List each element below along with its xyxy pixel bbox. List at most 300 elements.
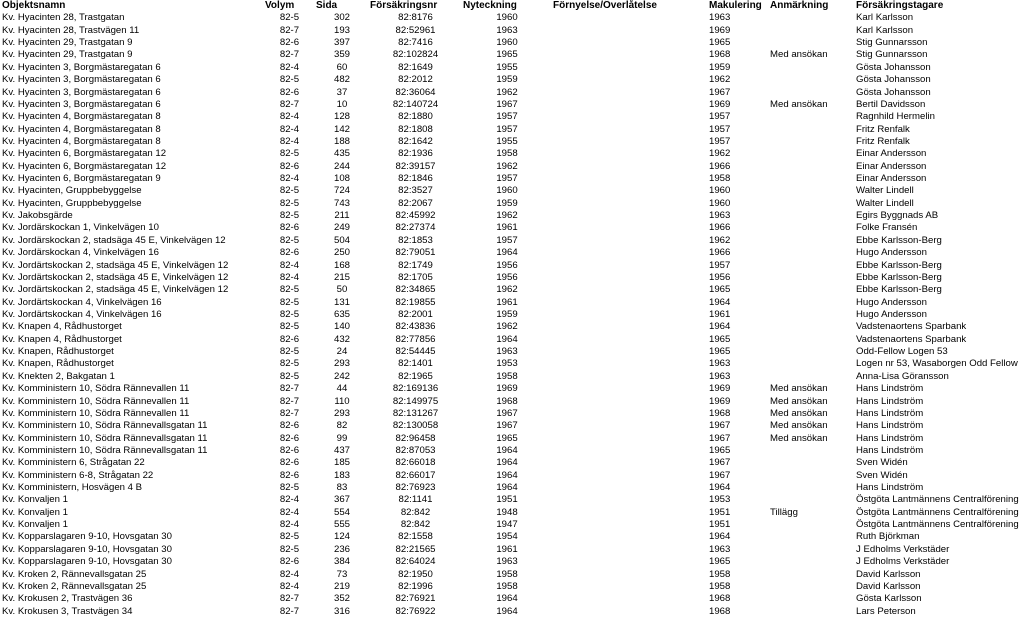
- cell-sida: 359: [333, 49, 350, 61]
- cell-volym: 82-4: [279, 111, 300, 123]
- cell-nyteckning: 1961: [496, 296, 518, 308]
- cell-nyteckning: 1963: [496, 556, 518, 568]
- cell-objektsnamn: Kv. Jordärtskockan 4, Vinkelvägen 16: [2, 308, 162, 320]
- cell-forsakringstagare: Folke Fransén: [856, 222, 918, 234]
- cell-objektsnamn: Kv. Hyacinten 28, Trastvägen 11: [2, 24, 140, 36]
- cell-makulering: 1968: [709, 605, 731, 617]
- cell-fornyelse: [551, 606, 707, 618]
- cell-fornyelse: [551, 74, 707, 86]
- cell-makulering: 1963: [709, 370, 731, 382]
- table-row: [0, 396, 960, 408]
- cell-fornyelse: [551, 334, 707, 346]
- cell-makulering: 1957: [709, 135, 731, 147]
- cell-nyteckning: 1967: [496, 98, 518, 110]
- cell-nyteckning: 1958: [496, 580, 518, 592]
- cell-sida: 37: [336, 86, 348, 98]
- cell-objektsnamn: Kv. Komministern 10, Södra Rännevallsgatan 11: [2, 444, 208, 456]
- cell-anmarkning: [768, 62, 854, 74]
- table-row: [0, 37, 960, 49]
- cell-objektsnamn: Kv. Hyacinten 6, Borgmästaregatan 12: [2, 160, 167, 172]
- cell-makulering: 1958: [709, 173, 731, 185]
- cell-objektsnamn: Kv. Hyacinten 3, Borgmästaregatan 6: [2, 98, 161, 110]
- cell-forsakringsnr: 82:54445: [395, 346, 436, 358]
- cell-sida: 211: [334, 210, 350, 222]
- cell-anmarkning: Med ansökan: [770, 98, 828, 110]
- cell-objektsnamn: Kv. Hyacinten 4, Borgmästaregatan 8: [2, 111, 161, 123]
- cell-sida: 352: [333, 593, 350, 605]
- cell-fornyelse: [551, 173, 707, 185]
- cell-nyteckning: 1958: [496, 370, 518, 382]
- cell-objektsnamn: Kv. Konvaljen 1: [2, 506, 68, 518]
- cell-forsakringsnr: 82:130058: [392, 420, 439, 432]
- cell-anmarkning: [768, 482, 854, 494]
- cell-anmarkning: [768, 222, 854, 234]
- cell-anmarkning: [768, 569, 854, 581]
- cell-volym: 82-7: [279, 24, 300, 36]
- cell-makulering: 1967: [709, 420, 731, 432]
- cell-forsakringstagare: David Karlsson: [856, 568, 921, 580]
- cell-nyteckning: 1957: [496, 234, 518, 246]
- cell-nyteckning: 1967: [496, 407, 518, 419]
- cell-volym: 82-5: [279, 148, 300, 160]
- cell-forsakringstagare: Gösta Johansson: [856, 61, 931, 73]
- cell-anmarkning: [768, 74, 854, 86]
- cell-forsakringstagare: Östgöta Lantmännens Centralförening: [856, 506, 1019, 518]
- table-row: [0, 606, 960, 618]
- cell-forsakringstagare: Östgöta Lantmännens Centralförening: [856, 494, 1019, 506]
- table-row: [0, 49, 960, 61]
- cell-objektsnamn: Kv. Jordärtskockan 2, stadsäga 45 E, Vinkelvägen 12: [2, 259, 229, 271]
- cell-sida: 236: [333, 543, 350, 555]
- header-row: [0, 0, 960, 12]
- cell-sida: 249: [333, 222, 350, 234]
- cell-fornyelse: [551, 25, 707, 37]
- cell-forsakringstagare: Hugo Andersson: [856, 247, 927, 259]
- cell-sida: 24: [336, 346, 348, 358]
- header-forsakringsnr: Försäkringsnr: [370, 0, 438, 11]
- table-row: [0, 470, 960, 482]
- cell-forsakringsnr: 82:36064: [395, 86, 436, 98]
- header-anmarkning: Anmärkning: [770, 0, 829, 11]
- cell-forsakringstagare: Ebbe Karlsson-Berg: [856, 259, 942, 271]
- cell-sida: 432: [333, 333, 350, 345]
- cell-objektsnamn: Kv. Knapen 4, Rådhustorget: [2, 333, 122, 345]
- cell-objektsnamn: Kv. Jordärtskockan 2, stadsäga 45 E, Vinkelvägen 12: [2, 271, 229, 283]
- cell-fornyelse: [551, 247, 707, 259]
- cell-nyteckning: 1964: [496, 605, 518, 617]
- cell-nyteckning: 1964: [496, 482, 518, 494]
- cell-volym: 82-7: [279, 593, 300, 605]
- cell-sida: 635: [333, 308, 350, 320]
- table-row: [0, 556, 960, 568]
- cell-nyteckning: 1960: [496, 185, 518, 197]
- cell-nyteckning: 1964: [496, 247, 518, 259]
- table-row: [0, 284, 960, 296]
- cell-nyteckning: 1964: [496, 444, 518, 456]
- table-row: [0, 334, 960, 346]
- cell-forsakringsnr: 82:7416: [398, 37, 433, 49]
- cell-makulering: 1956: [709, 271, 731, 283]
- cell-volym: 82-6: [279, 160, 300, 172]
- table-row: [0, 222, 960, 234]
- cell-nyteckning: 1957: [496, 111, 518, 123]
- cell-volym: 82-5: [279, 370, 300, 382]
- cell-nyteckning: 1959: [496, 308, 518, 320]
- cell-volym: 82-5: [279, 308, 300, 320]
- header-fornyelse: Förnyelse/Överlåtelse: [553, 0, 657, 11]
- cell-objektsnamn: Kv. Knapen, Rådhustorget: [2, 358, 114, 370]
- cell-volym: 82-6: [279, 457, 300, 469]
- cell-forsakringstagare: Hans Lindström: [856, 407, 924, 419]
- cell-forsakringstagare: Hugo Andersson: [856, 296, 927, 308]
- table-row: [0, 210, 960, 222]
- cell-anmarkning: [768, 334, 854, 346]
- cell-fornyelse: [551, 124, 707, 136]
- cell-forsakringstagare: Egirs Byggnads AB: [856, 210, 939, 222]
- cell-nyteckning: 1959: [496, 197, 518, 209]
- cell-forsakringsnr: 82:76921: [395, 593, 436, 605]
- cell-sida: 482: [333, 74, 350, 86]
- cell-nyteckning: 1958: [496, 148, 518, 160]
- cell-sida: 185: [333, 457, 350, 469]
- cell-objektsnamn: Kv. Krokusen 3, Trastvägen 34: [2, 605, 133, 617]
- cell-nyteckning: 1964: [496, 469, 518, 481]
- table-row: [0, 482, 960, 494]
- cell-fornyelse: [551, 371, 707, 383]
- cell-makulering: 1963: [709, 358, 731, 370]
- cell-volym: 82-7: [279, 383, 300, 395]
- cell-nyteckning: 1960: [496, 37, 518, 49]
- cell-forsakringstagare: Odd-Fellow Logen 53: [856, 346, 948, 358]
- cell-fornyelse: [551, 482, 707, 494]
- cell-forsakringsnr: 82:2067: [398, 197, 433, 209]
- cell-forsakringstagare: Walter Lindell: [856, 197, 914, 209]
- cell-forsakringstagare: Ebbe Karlsson-Berg: [856, 234, 942, 246]
- cell-volym: 82-5: [279, 197, 300, 209]
- cell-forsakringsnr: 82:1965: [398, 370, 433, 382]
- cell-fornyelse: [551, 531, 707, 543]
- cell-anmarkning: [768, 87, 854, 99]
- cell-sida: 316: [333, 605, 350, 617]
- cell-makulering: 1960: [709, 197, 731, 209]
- cell-objektsnamn: Kv. Komministern 10, Södra Rännevallsgatan 11: [2, 432, 208, 444]
- cell-anmarkning: [768, 309, 854, 321]
- table-row: [0, 272, 960, 284]
- cell-forsakringsnr: 82:1749: [398, 259, 433, 271]
- cell-sida: 110: [334, 395, 350, 407]
- cell-makulering: 1960: [709, 185, 731, 197]
- cell-volym: 82-6: [279, 222, 300, 234]
- cell-nyteckning: 1962: [496, 160, 518, 172]
- table-row: [0, 346, 960, 358]
- cell-forsakringsnr: 82:149975: [392, 395, 439, 407]
- cell-fornyelse: [551, 581, 707, 593]
- cell-forsakringsnr: 82:52961: [395, 24, 436, 36]
- cell-objektsnamn: Kv. Hyacinten 28, Trastgatan: [2, 12, 125, 24]
- cell-makulering: 1969: [709, 98, 731, 110]
- cell-makulering: 1969: [709, 395, 731, 407]
- cell-anmarkning: [768, 284, 854, 296]
- cell-fornyelse: [551, 445, 707, 457]
- cell-sida: 10: [336, 98, 348, 110]
- cell-fornyelse: [551, 136, 707, 148]
- cell-volym: 82-7: [279, 605, 300, 617]
- table-row: [0, 111, 960, 123]
- cell-objektsnamn: Kv. Kopparslagaren 9-10, Hovsgatan 30: [2, 543, 172, 555]
- cell-nyteckning: 1955: [496, 135, 518, 147]
- cell-anmarkning: Med ansökan: [770, 432, 828, 444]
- cell-fornyelse: [551, 556, 707, 568]
- cell-volym: 82-4: [279, 259, 300, 271]
- cell-sida: 367: [333, 494, 350, 506]
- cell-anmarkning: [768, 556, 854, 568]
- cell-objektsnamn: Kv. Hyacinten 4, Borgmästaregatan 8: [2, 135, 161, 147]
- cell-anmarkning: [768, 358, 854, 370]
- cell-fornyelse: [551, 519, 707, 531]
- cell-makulering: 1963: [709, 543, 731, 555]
- cell-makulering: 1958: [709, 568, 731, 580]
- cell-objektsnamn: Kv. Hyacinten, Gruppbebyggelse: [2, 197, 142, 209]
- cell-sida: 724: [333, 185, 350, 197]
- table-row: [0, 321, 960, 333]
- cell-objektsnamn: Kv. Komministern 10, Södra Rännevallen 11: [2, 383, 190, 395]
- cell-forsakringsnr: 82:45992: [395, 210, 436, 222]
- cell-sida: 188: [333, 135, 350, 147]
- cell-nyteckning: 1959: [496, 74, 518, 86]
- cell-nyteckning: 1962: [496, 321, 518, 333]
- cell-forsakringsnr: 82:87053: [395, 444, 436, 456]
- cell-anmarkning: [768, 161, 854, 173]
- cell-makulering: 1962: [709, 234, 731, 246]
- cell-forsakringsnr: 82:77856: [395, 333, 436, 345]
- cell-makulering: 1964: [709, 296, 731, 308]
- cell-forsakringsnr: 82:131267: [392, 407, 439, 419]
- cell-forsakringsnr: 82:39157: [395, 160, 436, 172]
- cell-sida: 397: [333, 37, 350, 49]
- cell-fornyelse: [551, 49, 707, 61]
- table-row: [0, 433, 960, 445]
- cell-objektsnamn: Kv. Komministern 6, Strågatan 22: [2, 457, 145, 469]
- cell-makulering: 1968: [709, 593, 731, 605]
- table-row: [0, 383, 960, 395]
- cell-fornyelse: [551, 12, 707, 24]
- cell-anmarkning: [768, 371, 854, 383]
- cell-fornyelse: [551, 148, 707, 160]
- cell-forsakringstagare: David Karlsson: [856, 580, 921, 592]
- table-body: [0, 12, 1019, 618]
- cell-sida: 215: [333, 271, 350, 283]
- cell-nyteckning: 1957: [496, 173, 518, 185]
- cell-makulering: 1959: [709, 61, 731, 73]
- cell-anmarkning: Med ansökan: [770, 420, 828, 432]
- cell-objektsnamn: Kv. Knekten 2, Bakgatan 1: [2, 370, 115, 382]
- cell-makulering: 1957: [709, 111, 731, 123]
- cell-volym: 82-6: [279, 86, 300, 98]
- cell-volym: 82-4: [279, 271, 300, 283]
- cell-sida: 50: [336, 284, 348, 296]
- cell-objektsnamn: Kv. Hyacinten 6, Borgmästaregatan 12: [2, 148, 167, 160]
- cell-forsakringsnr: 82:66018: [395, 457, 436, 469]
- cell-volym: 82-5: [279, 234, 300, 246]
- cell-makulering: 1967: [709, 432, 731, 444]
- cell-forsakringsnr: 82:8176: [398, 12, 433, 24]
- cell-forsakringsnr: 82:102824: [392, 49, 439, 61]
- cell-anmarkning: Tillägg: [770, 506, 798, 518]
- cell-fornyelse: [551, 507, 707, 519]
- cell-forsakringstagare: Ebbe Karlsson-Berg: [856, 271, 942, 283]
- cell-makulering: 1964: [709, 321, 731, 333]
- cell-fornyelse: [551, 210, 707, 222]
- cell-objektsnamn: Kv. Knapen, Rådhustorget: [2, 346, 114, 358]
- table-row: [0, 198, 960, 210]
- table-row: [0, 544, 960, 556]
- cell-anmarkning: [768, 185, 854, 197]
- cell-anmarkning: [768, 247, 854, 259]
- cell-anmarkning: [768, 321, 854, 333]
- cell-sida: 60: [336, 61, 348, 73]
- cell-anmarkning: [768, 494, 854, 506]
- header-volym: Volym: [265, 0, 295, 11]
- cell-sida: 504: [333, 234, 350, 246]
- cell-anmarkning: [768, 124, 854, 136]
- cell-fornyelse: [551, 544, 707, 556]
- cell-makulering: 1966: [709, 160, 731, 172]
- cell-volym: 82-4: [279, 580, 300, 592]
- cell-forsakringstagare: Einar Andersson: [856, 148, 927, 160]
- cell-fornyelse: [551, 593, 707, 605]
- table-row: [0, 235, 960, 247]
- cell-makulering: 1962: [709, 74, 731, 86]
- cell-forsakringsnr: 82:19855: [395, 296, 436, 308]
- cell-fornyelse: [551, 396, 707, 408]
- cell-makulering: 1965: [709, 444, 731, 456]
- table-row: [0, 445, 960, 457]
- header-sida: Sida: [316, 0, 338, 11]
- cell-anmarkning: [768, 37, 854, 49]
- table-row: [0, 593, 960, 605]
- cell-objektsnamn: Kv. Kopparslagaren 9-10, Hovsgatan 30: [2, 531, 172, 543]
- cell-makulering: 1951: [709, 519, 731, 531]
- cell-volym: 82-4: [279, 123, 300, 135]
- cell-forsakringsnr: 82:842: [400, 519, 431, 531]
- cell-forsakringstagare: Karl Karlsson: [856, 24, 914, 36]
- cell-forsakringsnr: 82:140724: [392, 98, 439, 110]
- cell-objektsnamn: Kv. Jordärskockan 2, stadsäga 45 E, Vinkelvägen 12: [2, 234, 226, 246]
- cell-sida: 108: [333, 173, 350, 185]
- cell-volym: 82-6: [279, 37, 300, 49]
- cell-anmarkning: [768, 519, 854, 531]
- table-row: [0, 420, 960, 432]
- cell-fornyelse: [551, 346, 707, 358]
- cell-fornyelse: [551, 222, 707, 234]
- cell-makulering: 1968: [709, 407, 731, 419]
- cell-volym: 82-7: [279, 395, 300, 407]
- table-row: [0, 569, 960, 581]
- cell-fornyelse: [551, 358, 707, 370]
- cell-sida: 73: [336, 568, 348, 580]
- cell-objektsnamn: Kv. Hyacinten 6, Borgmästaregatan 9: [2, 173, 161, 185]
- cell-makulering: 1968: [709, 49, 731, 61]
- cell-objektsnamn: Kv. Jordärtskockan 4, Vinkelvägen 16: [2, 296, 162, 308]
- cell-sida: 183: [333, 469, 350, 481]
- cell-objektsnamn: Kv. Komministern 6-8, Strågatan 22: [2, 469, 154, 481]
- table-row: [0, 531, 960, 543]
- cell-forsakringsnr: 82:76922: [395, 605, 436, 617]
- cell-forsakringsnr: 82:1558: [398, 531, 433, 543]
- cell-nyteckning: 1957: [496, 123, 518, 135]
- cell-makulering: 1966: [709, 222, 731, 234]
- cell-anmarkning: Med ansökan: [770, 383, 828, 395]
- table-row: [0, 371, 960, 383]
- cell-forsakringsnr: 82:2012: [398, 74, 433, 86]
- cell-forsakringstagare: Östgöta Lantmännens Centralförening: [856, 519, 1019, 531]
- table-row: [0, 185, 960, 197]
- cell-makulering: 1967: [709, 457, 731, 469]
- cell-objektsnamn: Kv. Komministern 10, Södra Rännevallsgatan 11: [2, 420, 208, 432]
- cell-fornyelse: [551, 321, 707, 333]
- cell-sida: 193: [333, 24, 350, 36]
- cell-forsakringsnr: 82:34865: [395, 284, 436, 296]
- cell-forsakringstagare: Stig Gunnarsson: [856, 37, 928, 49]
- cell-objektsnamn: Kv. Komministern 10, Södra Rännevallen 11: [2, 407, 190, 419]
- cell-volym: 82-6: [279, 469, 300, 481]
- cell-volym: 82-6: [279, 444, 300, 456]
- cell-nyteckning: 1956: [496, 259, 518, 271]
- cell-anmarkning: [768, 581, 854, 593]
- table-row: [0, 74, 960, 86]
- cell-forsakringstagare: Hans Lindström: [856, 420, 924, 432]
- cell-volym: 82-5: [279, 296, 300, 308]
- cell-anmarkning: Med ansökan: [770, 49, 828, 61]
- cell-forsakringstagare: Stig Gunnarsson: [856, 49, 928, 61]
- cell-objektsnamn: Kv. Hyacinten 3, Borgmästaregatan 6: [2, 74, 161, 86]
- cell-fornyelse: [551, 494, 707, 506]
- cell-sida: 131: [333, 296, 350, 308]
- cell-fornyelse: [551, 99, 707, 111]
- cell-volym: 82-5: [279, 321, 300, 333]
- cell-forsakringstagare: Sven Widén: [856, 469, 908, 481]
- cell-forsakringstagare: Lars Peterson: [856, 605, 916, 617]
- cell-anmarkning: [768, 173, 854, 185]
- cell-forsakringsnr: 82:1649: [398, 61, 433, 73]
- cell-forsakringsnr: 82:1401: [398, 358, 433, 370]
- cell-makulering: 1966: [709, 247, 731, 259]
- cell-makulering: 1969: [709, 24, 731, 36]
- cell-objektsnamn: Kv. Kroken 2, Rännevallsgatan 25: [2, 568, 147, 580]
- cell-fornyelse: [551, 111, 707, 123]
- cell-objektsnamn: Kv. Hyacinten 4, Borgmästaregatan 8: [2, 123, 161, 135]
- cell-nyteckning: 1961: [496, 543, 518, 555]
- table-row: [0, 358, 960, 370]
- cell-forsakringstagare: Gösta Johansson: [856, 86, 931, 98]
- cell-nyteckning: 1964: [496, 457, 518, 469]
- cell-nyteckning: 1963: [496, 24, 518, 36]
- table-row: [0, 87, 960, 99]
- cell-makulering: 1965: [709, 37, 731, 49]
- cell-sida: 302: [333, 12, 350, 24]
- cell-forsakringsnr: 82:2001: [398, 308, 433, 320]
- cell-objektsnamn: Kv. Komministern, Hosvägen 4 B: [2, 482, 143, 494]
- cell-anmarkning: [768, 457, 854, 469]
- table-row: [0, 457, 960, 469]
- cell-forsakringstagare: Fritz Renfalk: [856, 123, 910, 135]
- cell-forsakringstagare: Logen nr 53, Wasaborgen Odd Fellow: [856, 358, 1018, 370]
- cell-forsakringsnr: 82:79051: [395, 247, 436, 259]
- cell-forsakringstagare: Vadstenaortens Sparbank: [856, 321, 967, 333]
- cell-volym: 82-5: [279, 12, 300, 24]
- cell-makulering: 1965: [709, 346, 731, 358]
- table-row: [0, 260, 960, 272]
